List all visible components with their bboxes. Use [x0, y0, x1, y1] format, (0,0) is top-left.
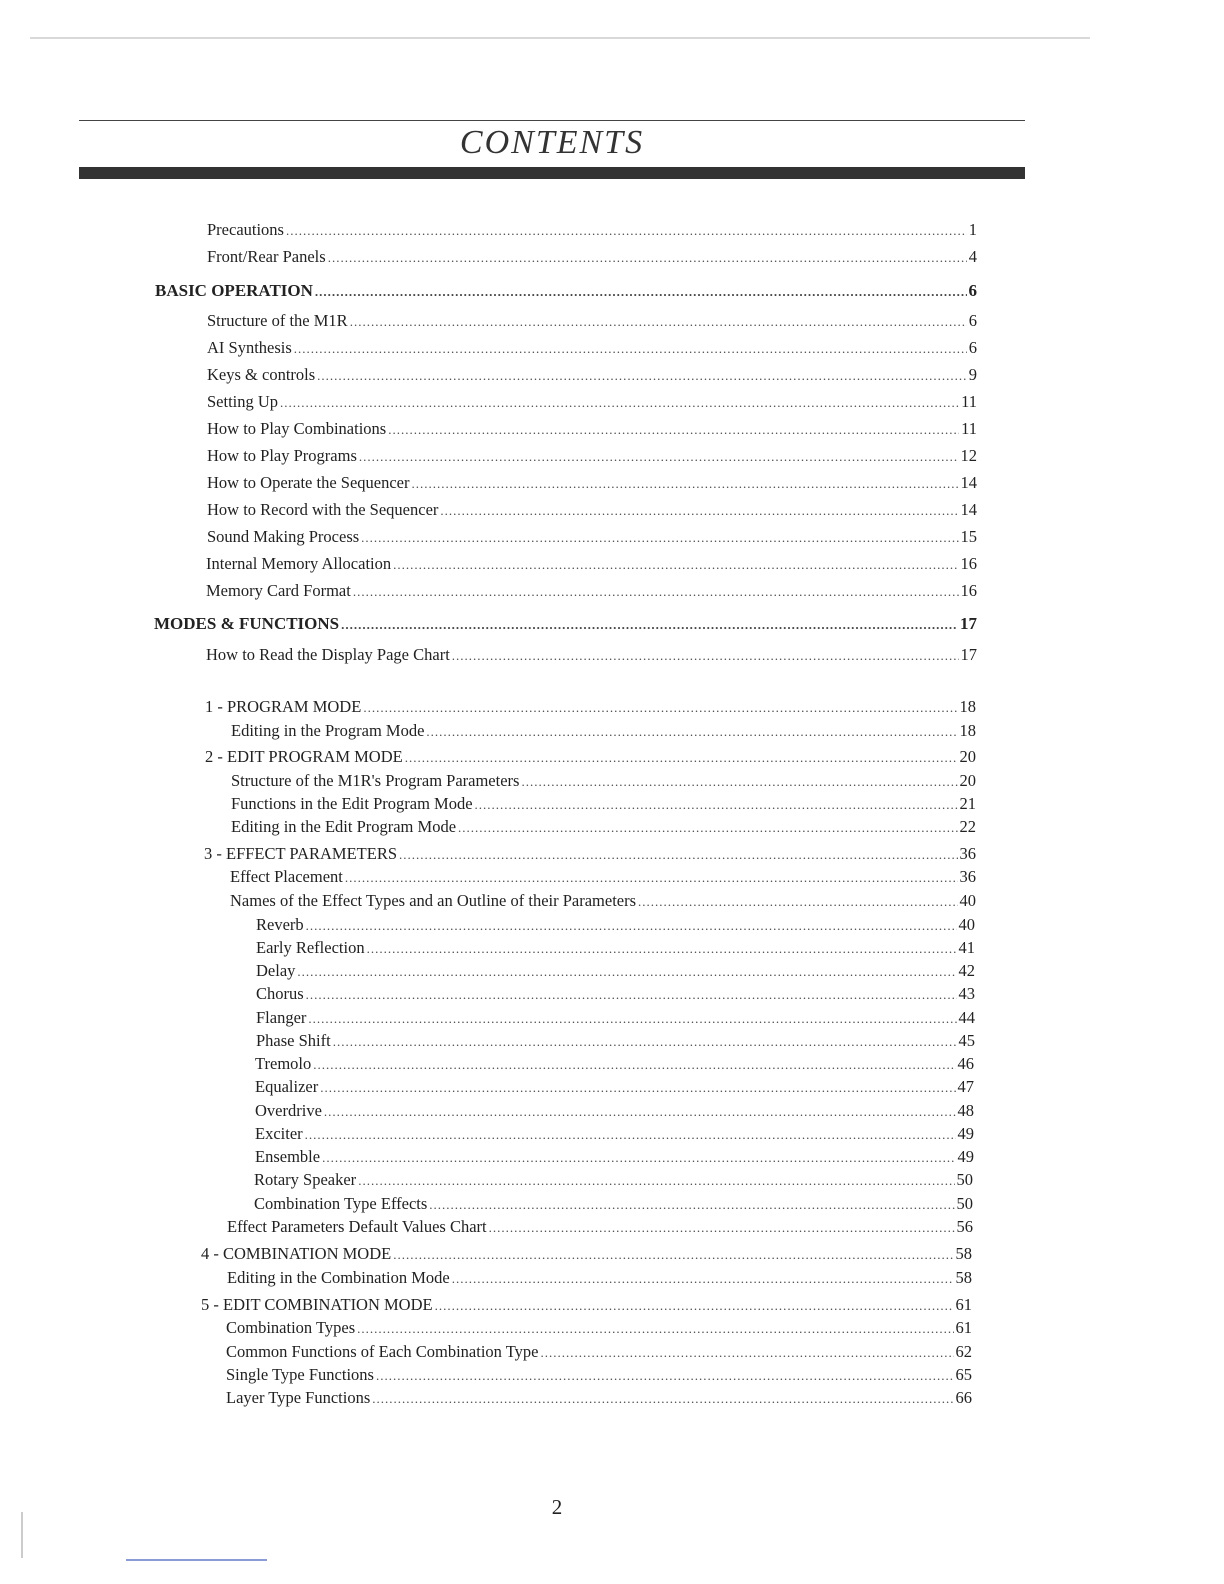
- toc-leader-dots: [399, 845, 957, 865]
- toc-leader-dots: [306, 985, 957, 1005]
- toc-entry-page: 6: [968, 338, 977, 357]
- page-number: 2: [551, 1495, 563, 1519]
- toc-leader-dots: [489, 1218, 955, 1238]
- toc-entry-page: 11: [961, 419, 977, 438]
- toc-entry[interactable]: [201, 1295, 972, 1317]
- toc-entry-label: How to Read the Display Page Chart: [206, 645, 450, 664]
- toc-entry-page: 56: [956, 1217, 973, 1236]
- toc-entry-page: 66: [955, 1388, 972, 1407]
- toc-entry-label: How to Play Programs: [207, 446, 357, 465]
- toc-leader-dots: [376, 1366, 954, 1386]
- toc-section-entry[interactable]: [155, 281, 977, 303]
- toc-entry-label: Names of the Effect Types and an Outline of their Parameters: [230, 891, 637, 910]
- toc-leader-dots: [286, 221, 967, 241]
- toc-leader-dots: [341, 615, 958, 635]
- toc-entry[interactable]: [231, 721, 976, 743]
- page-title: CONTENTS: [459, 124, 645, 161]
- toc-entry-label: Structure of the M1R's Program Parameters: [231, 771, 520, 790]
- toc-entry-page: 12: [960, 446, 977, 465]
- toc-entry-page: 58: [955, 1268, 972, 1287]
- toc-leader-dots: [357, 1319, 953, 1339]
- toc-leader-dots: [313, 1055, 955, 1075]
- toc-leader-dots: [405, 748, 958, 768]
- toc-entry-label: AI Synthesis: [207, 338, 292, 357]
- toc-leader-dots: [317, 366, 967, 386]
- toc-leader-dots: [521, 772, 957, 792]
- toc-entry-page: 42: [958, 961, 975, 980]
- toc-entry[interactable]: [255, 1101, 974, 1123]
- toc-entry-page: 14: [960, 500, 977, 519]
- toc-entry-label: Combination Type Effects: [254, 1194, 428, 1213]
- toc-entry[interactable]: [207, 500, 977, 522]
- toc-entry[interactable]: [206, 554, 977, 576]
- toc-entry[interactable]: [201, 1244, 972, 1266]
- toc-entry[interactable]: [206, 581, 977, 603]
- toc-entry-label: Front/Rear Panels: [207, 247, 326, 266]
- toc-leader-dots: [429, 1195, 954, 1215]
- toc-entry-page: 50: [956, 1194, 973, 1213]
- toc-entry-label: Exciter: [255, 1124, 303, 1143]
- toc-entry-label: Early Reflection: [256, 938, 365, 957]
- toc-leader-dots: [452, 646, 959, 666]
- toc-entry-page: 22: [959, 817, 976, 836]
- toc-entry-page: 36: [959, 844, 976, 863]
- toc-leader-dots: [345, 868, 958, 888]
- toc-leader-dots: [350, 312, 967, 332]
- toc-entry[interactable]: [231, 817, 976, 839]
- toc-entry-label: Functions in the Edit Program Mode: [231, 794, 473, 813]
- toc-leader-dots: [475, 795, 958, 815]
- toc-entry-page: 47: [957, 1077, 974, 1096]
- toc-entry-page: 15: [960, 527, 977, 546]
- toc-entry[interactable]: [256, 1008, 975, 1030]
- toc-leader-dots: [367, 939, 957, 959]
- toc-entry[interactable]: [255, 1124, 974, 1146]
- toc-entry-label: Equalizer: [255, 1077, 319, 1096]
- toc-entry-label: Phase Shift: [256, 1031, 331, 1050]
- toc-leader-dots: [280, 393, 959, 413]
- toc-entry-label: MODES & FUNCTIONS: [154, 614, 340, 633]
- toc-entry-page: 40: [958, 915, 975, 934]
- toc-leader-dots: [353, 582, 959, 602]
- toc-leader-dots: [306, 916, 957, 936]
- toc-entry-page: 36: [959, 867, 976, 886]
- toc-leader-dots: [361, 528, 958, 548]
- toc-leader-dots: [452, 1269, 954, 1289]
- toc-leader-dots: [308, 1009, 956, 1029]
- toc-entry-page: 18: [959, 697, 976, 716]
- toc-entry[interactable]: [206, 645, 977, 667]
- toc-entry-label: Chorus: [256, 984, 304, 1003]
- toc-leader-dots: [305, 1125, 956, 1145]
- toc-entry-page: 61: [955, 1295, 972, 1314]
- toc-entry-page: 45: [958, 1031, 975, 1050]
- toc-leader-dots: [372, 1389, 953, 1409]
- toc-entry-page: 14: [960, 473, 977, 492]
- toc-entry[interactable]: [255, 1077, 974, 1099]
- toc-leader-dots: [458, 818, 957, 838]
- toc-leader-dots: [393, 555, 958, 575]
- toc-leader-dots: [638, 892, 957, 912]
- toc-entry-label: Flanger: [256, 1008, 307, 1027]
- toc-entry[interactable]: [207, 473, 977, 495]
- toc-entry-page: 43: [958, 984, 975, 1003]
- toc-entry-page: 17: [960, 645, 977, 664]
- toc-entry-page: 58: [955, 1244, 972, 1263]
- toc-entry[interactable]: [227, 1217, 973, 1239]
- scan-edge-line: [126, 1559, 267, 1561]
- toc-entry[interactable]: [230, 891, 976, 913]
- toc-entry[interactable]: [256, 961, 975, 983]
- toc-entry-label: Tremolo: [255, 1054, 312, 1073]
- toc-entry[interactable]: [256, 984, 975, 1006]
- toc-entry[interactable]: [226, 1318, 972, 1340]
- toc-entry[interactable]: [207, 365, 977, 387]
- toc-entry[interactable]: [254, 1194, 973, 1216]
- toc-entry-label: Single Type Functions: [226, 1365, 374, 1384]
- toc-entry-page: 21: [959, 794, 976, 813]
- toc-entry-page: 49: [957, 1124, 974, 1143]
- toc-entry-page: 61: [955, 1318, 972, 1337]
- toc-entry-page: 49: [957, 1147, 974, 1166]
- toc-entry-label: Effect Placement: [230, 867, 343, 886]
- toc-entry-page: 65: [955, 1365, 972, 1384]
- toc-entry-page: 20: [959, 747, 976, 766]
- toc-entry-page: 50: [956, 1170, 973, 1189]
- toc-entry-page: 16: [960, 581, 977, 600]
- toc-entry-label: BASIC OPERATION: [155, 281, 313, 300]
- toc-entry[interactable]: [205, 747, 976, 769]
- toc-entry[interactable]: [226, 1388, 972, 1410]
- toc-entry-label: Common Functions of Each Combination Type: [226, 1342, 539, 1361]
- toc-entry-label: Editing in the Combination Mode: [227, 1268, 450, 1287]
- toc-leader-dots: [412, 474, 959, 494]
- toc-entry-label: Editing in the Edit Program Mode: [231, 817, 457, 836]
- toc-entry-page: 1: [968, 220, 977, 239]
- toc-entry-page: 44: [958, 1008, 975, 1027]
- toc-entry-label: Sound Making Process: [207, 527, 360, 546]
- toc-entry-label: Internal Memory Allocation: [206, 554, 392, 573]
- toc-entry-label: 3 - EFFECT PARAMETERS: [204, 844, 398, 863]
- toc-leader-dots: [359, 447, 959, 467]
- toc-entry[interactable]: [226, 1365, 972, 1387]
- toc-entry[interactable]: [230, 867, 976, 889]
- toc-entry-page: 4: [968, 247, 977, 266]
- toc-entry[interactable]: [256, 938, 975, 960]
- toc-entry-page: 62: [955, 1342, 972, 1361]
- toc-entry-label: Editing in the Program Mode: [231, 721, 425, 740]
- toc-entry-label: 5 - EDIT COMBINATION MODE: [201, 1295, 433, 1314]
- toc-entry-page: 16: [960, 554, 977, 573]
- toc-entry-page: 48: [957, 1101, 974, 1120]
- toc-leader-dots: [363, 698, 957, 718]
- toc-entry-label: Rotary Speaker: [254, 1170, 357, 1189]
- toc-leader-dots: [294, 339, 967, 359]
- toc-leader-dots: [435, 1296, 954, 1316]
- toc-entry-label: Memory Card Format: [206, 581, 351, 600]
- toc-leader-dots: [297, 962, 956, 982]
- toc-entry[interactable]: [256, 915, 975, 937]
- toc-entry-page: 11: [961, 392, 977, 411]
- toc-leader-dots: [328, 248, 967, 268]
- toc-entry-label: How to Record with the Sequencer: [207, 500, 439, 519]
- toc-leader-dots: [388, 420, 959, 440]
- toc-entry[interactable]: [231, 794, 976, 816]
- toc-entry[interactable]: [256, 1031, 975, 1053]
- toc-entry-label: 2 - EDIT PROGRAM MODE: [205, 747, 403, 766]
- toc-entry[interactable]: [254, 1170, 973, 1192]
- toc-entry[interactable]: [207, 392, 977, 414]
- toc-entry-label: Layer Type Functions: [226, 1388, 371, 1407]
- toc-leader-dots: [426, 722, 957, 742]
- toc-entry-label: Overdrive: [255, 1101, 322, 1120]
- toc-entry[interactable]: [227, 1268, 972, 1290]
- toc-leader-dots: [320, 1078, 955, 1098]
- toc-entry[interactable]: [255, 1054, 974, 1076]
- toc-leader-dots: [333, 1032, 957, 1052]
- scan-edge-mark: [21, 1512, 23, 1558]
- toc-entry-page: 20: [959, 771, 976, 790]
- toc-entry[interactable]: [207, 527, 977, 549]
- toc-entry-page: 41: [958, 938, 975, 957]
- toc-entry-label: Keys & controls: [207, 365, 316, 384]
- toc-entry[interactable]: [207, 338, 977, 360]
- toc-entry-label: 4 - COMBINATION MODE: [201, 1244, 392, 1263]
- toc-entry-label: Effect Parameters Default Values Chart: [227, 1217, 487, 1236]
- toc-leader-dots: [315, 282, 967, 302]
- toc-entry-page: 46: [957, 1054, 974, 1073]
- toc-leader-dots: [440, 501, 958, 521]
- toc-entry-label: How to Operate the Sequencer: [207, 473, 410, 492]
- toc-entry[interactable]: [205, 697, 976, 719]
- toc-entry-label: Combination Types: [226, 1318, 356, 1337]
- toc-entry-page: 40: [959, 891, 976, 910]
- toc-entry[interactable]: [231, 771, 976, 793]
- toc-entry-label: How to Play Combinations: [207, 419, 387, 438]
- toc-entry[interactable]: [207, 220, 977, 242]
- toc-entry-page: 9: [968, 365, 977, 384]
- toc-leader-dots: [322, 1148, 955, 1168]
- toc-entry[interactable]: [207, 419, 977, 441]
- toc-entry-label: Setting Up: [207, 392, 279, 411]
- toc-leader-dots: [393, 1245, 953, 1265]
- toc-entry[interactable]: [207, 446, 977, 468]
- toc-entry[interactable]: [204, 844, 976, 866]
- toc-entry-label: Structure of the M1R: [207, 311, 348, 330]
- toc-entry-page: 18: [959, 721, 976, 740]
- toc-entry-label: Reverb: [256, 915, 304, 934]
- toc-entry-page: 17: [960, 614, 977, 633]
- toc-leader-dots: [358, 1171, 954, 1191]
- toc-section-entry[interactable]: [154, 614, 977, 636]
- toc-entry-page: 6: [968, 281, 977, 300]
- toc-entry-label: Delay: [256, 961, 296, 980]
- toc-leader-dots: [540, 1343, 953, 1363]
- toc-entry[interactable]: [226, 1342, 972, 1364]
- toc-entry-label: Ensemble: [255, 1147, 321, 1166]
- toc-leader-dots: [324, 1102, 956, 1122]
- toc-entry-label: 1 - PROGRAM MODE: [205, 697, 362, 716]
- toc-entry-label: Precautions: [207, 220, 284, 239]
- toc-entry[interactable]: [207, 247, 977, 269]
- toc-entry-page: 6: [968, 311, 977, 330]
- toc-entry[interactable]: [255, 1147, 974, 1169]
- toc-entry[interactable]: [207, 311, 977, 333]
